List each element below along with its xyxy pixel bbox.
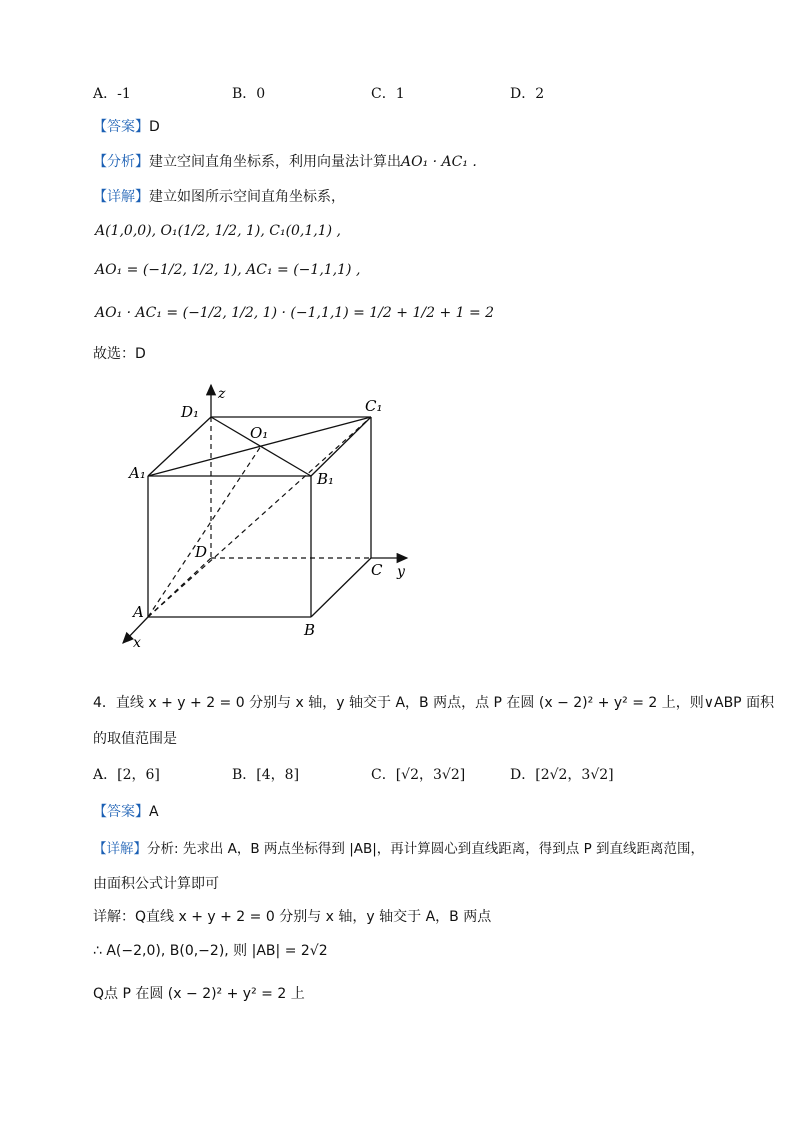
label-b1: B₁ xyxy=(317,470,335,488)
q4-answer: 【答案】A xyxy=(93,804,159,820)
label-x: x xyxy=(133,635,141,651)
q3-option-a: A．-1 xyxy=(93,86,131,102)
q4-detail-line4: ∴ A(−2,0), B(0,−2), 则 |AB| = 2√2 xyxy=(93,943,328,959)
label-c: C xyxy=(371,561,383,579)
q3-analysis: 【分析】建立空间直角坐标系，利用向量法计算出AO₁ · AC₁ . xyxy=(93,154,477,170)
q3-answer: 【答案】D xyxy=(93,119,160,135)
q4-detail: 【详解】分析: 先求出 A，B 两点坐标得到 |AB|，再计算圆心到直线距离，得到点 P 到直线距离范围， xyxy=(93,841,705,857)
q3-detail: 【详解】建立如图所示空间直角坐标系， xyxy=(93,189,345,205)
label-y: y xyxy=(397,564,405,580)
q3-line3: AO₁ · AC₁ = (−1/2, 1/2, 1) · (−1,1,1) = 1/2 + 1/2 + 1 = 2 xyxy=(95,305,495,321)
edge-b-c xyxy=(311,558,371,617)
q3-option-d: D．2 xyxy=(510,86,545,102)
q3-line2: AO₁ = (−1/2, 1/2, 1), AC₁ = (−1,1,1) , xyxy=(95,262,361,278)
cube-figure xyxy=(115,375,425,655)
q4-stem-line2: 的取值范围是 xyxy=(93,731,177,747)
q3-option-c: C．1 xyxy=(371,86,405,102)
label-c1: C₁ xyxy=(365,397,383,415)
q3-option-b: B．0 xyxy=(232,86,266,102)
q4-option-c: C．[√2，3√2] xyxy=(371,767,466,783)
q4-detail-line2: 由面积公式计算即可 xyxy=(93,876,219,892)
label-d1: D₁ xyxy=(181,403,200,421)
label-a: A xyxy=(133,603,144,621)
q4-detail-line3: 详解：Q直线 x + y + 2 = 0 分别与 x 轴，y 轴交于 A，B 两点 xyxy=(93,909,492,925)
q4-option-a: A．[2，6] xyxy=(93,767,160,783)
label-o1: O₁ xyxy=(250,424,269,442)
label-d: D xyxy=(195,543,208,561)
q3-line1: A(1,0,0), O₁(1/2, 1/2, 1), C₁(0,1,1) , xyxy=(95,223,342,239)
label-z: z xyxy=(218,386,226,402)
edge-b1-c1 xyxy=(311,417,371,476)
q3-conclusion: 故选：D xyxy=(93,346,146,362)
label-b: B xyxy=(304,621,316,639)
q4-detail-line5: Q点 P 在圆 (x − 2)² + y² = 2 上 xyxy=(93,986,305,1002)
q4-option-d: D．[2√2，3√2] xyxy=(510,767,614,783)
label-a1: A₁ xyxy=(129,464,146,482)
q4-stem-line1: 4．直线 x + y + 2 = 0 分别与 x 轴，y 轴交于 A，B 两点，点 P 在圆 (x − 2)² + y² = 2 上，则∨ABP 面积 xyxy=(93,695,775,711)
q4-option-b: B．[4，8] xyxy=(232,767,300,783)
